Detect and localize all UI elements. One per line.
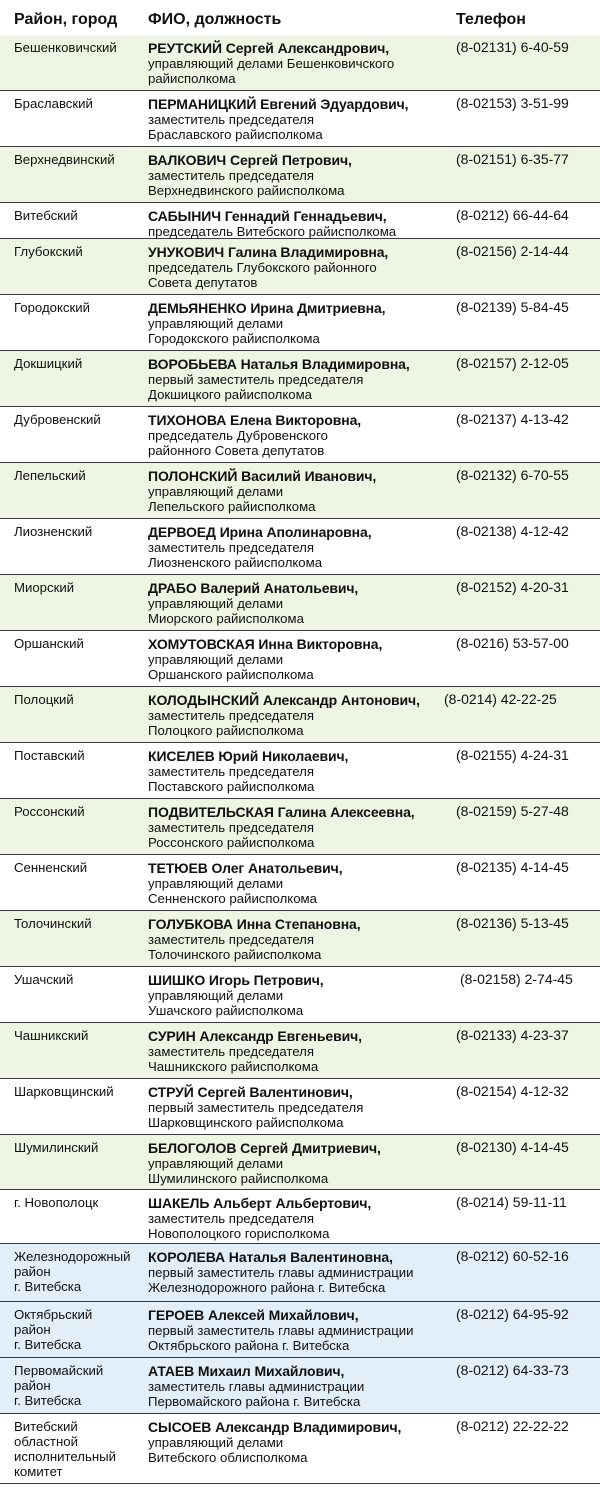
phone-cell: (8-02131) 6-40-59: [456, 39, 569, 55]
person-cell: [148, 1363, 458, 1409]
person-cell: [148, 356, 458, 402]
phone-cell: (8-02132) 6-70-55: [456, 467, 569, 483]
person-cell: [148, 804, 458, 850]
district-cell: Полоцкий: [14, 692, 74, 707]
person-cell: [148, 300, 458, 346]
person-cell: [148, 972, 458, 1018]
person-cell: [148, 1140, 458, 1186]
person-cell: [148, 1084, 458, 1130]
person-title: заместитель председателя Чашникского райисполкома: [148, 1044, 319, 1074]
table-header: [0, 0, 600, 37]
person-name: РЕУТСКИЙ Сергей Александрович,: [148, 40, 390, 56]
table-row: [0, 1135, 600, 1190]
person-cell: [148, 1307, 458, 1353]
person-title: управляющий делами Лепельского райисполкома: [148, 484, 316, 514]
person-name: ДРАБО Валерий Анатольевич,: [148, 580, 359, 596]
table-row: [0, 407, 600, 463]
person-cell: [148, 1249, 458, 1295]
phone-cell: (8-0212) 22-22-22: [456, 1418, 569, 1434]
person-name: УНУКОВИЧ Галина Владимировна,: [148, 244, 389, 260]
person-title: первый заместитель главы администрации Железнодорожного района г. Витебска: [148, 1265, 414, 1295]
table-row: [0, 1079, 600, 1135]
table-row: [0, 687, 600, 743]
table-row: [0, 91, 600, 147]
table-row: [0, 35, 600, 91]
district-cell: Шумилинский: [14, 1140, 99, 1155]
person-name: ШИШКО Игорь Петрович,: [148, 972, 324, 988]
district-cell: Первомайский район г. Витебска: [14, 1363, 104, 1408]
table-row: [0, 203, 600, 239]
person-name: СЫСОЕВ Александр Владимирович,: [148, 1419, 402, 1435]
person-name: ГОЛУБКОВА Инна Степановна,: [148, 916, 361, 932]
person-cell: [148, 468, 458, 514]
district-cell: Сенненский: [14, 860, 88, 875]
person-title: заместитель председателя Полоцкого райисполкома: [148, 708, 315, 738]
person-title: управляющий делами Шумилинского райисполкома: [148, 1156, 329, 1186]
table-row: [0, 1414, 600, 1484]
person-name: ГЕРОЕВ Алексей Михайлович,: [148, 1307, 359, 1323]
person-name: ХОМУТОВСКАЯ Инна Викторовна,: [148, 636, 383, 652]
person-name: ШАКЕЛЬ Альберт Альбертович,: [148, 1195, 372, 1211]
person-cell: [148, 208, 458, 239]
person-cell: [148, 524, 458, 570]
person-name: ПЕРМАНИЦКИЙ Евгений Эдуардович,: [148, 96, 409, 112]
person-name: СУРИН Александр Евгеньевич,: [148, 1028, 362, 1044]
phone-cell: (8-0212) 64-95-92: [456, 1306, 569, 1322]
phone-cell: (8-02130) 4-14-45: [456, 1139, 569, 1155]
person-name: ПОДВИТЕЛЬСКАЯ Галина Алексеевна,: [148, 804, 415, 820]
phone-cell: (8-02158) 2-74-45: [460, 971, 573, 987]
phone-cell: (8-0212) 60-52-16: [456, 1248, 569, 1264]
table-row: [0, 239, 600, 295]
phone-cell: (8-02153) 3-51-99: [456, 95, 569, 111]
phone-cell: (8-0216) 53-57-00: [456, 635, 569, 651]
district-cell: Железнодорожный район г. Витебска: [14, 1249, 131, 1294]
district-cell: Поставский: [14, 748, 85, 763]
person-name: СТРУЙ Сергей Валентинович,: [148, 1084, 353, 1100]
person-cell: [148, 636, 458, 682]
person-name: ДЕМЬЯНЕНКО Ирина Дмитриевна,: [148, 300, 386, 316]
person-title: председатель Витебского райисполкома: [148, 224, 397, 239]
person-title: управляющий делами Сенненского райисполкома: [148, 876, 317, 906]
person-name: КОЛОДЫНСКИЙ Александр Антонович,: [148, 692, 420, 708]
table-row: [0, 967, 600, 1023]
district-cell: Верхнедвинский: [14, 152, 115, 167]
person-title: первый заместитель председателя Докшицкого райисполкома: [148, 372, 364, 402]
table-row: [0, 147, 600, 203]
person-name: КИСЕЛЕВ Юрий Николаевич,: [148, 748, 349, 764]
phone-cell: (8-02152) 4-20-31: [456, 579, 569, 595]
person-title: председатель Дубровенского районного Совета депутатов: [148, 428, 328, 458]
person-title: первый заместитель председателя Шарковщинского райисполкома: [148, 1100, 364, 1130]
table-row: [0, 1190, 600, 1244]
person-cell: [148, 692, 458, 738]
table-row: [0, 911, 600, 967]
person-cell: [148, 40, 458, 86]
district-cell: Бешенковичский: [14, 40, 117, 55]
district-cell: Ушачский: [14, 972, 74, 987]
table-row: [0, 1302, 600, 1358]
person-title: управляющий делами Бешенковичского райисполкома: [148, 56, 395, 86]
table-row: [0, 519, 600, 575]
person-title: управляющий делами Городокского райисполкома: [148, 316, 320, 346]
district-cell: Витебский областной исполнительный комитет: [14, 1419, 116, 1479]
district-cell: Лепельский: [14, 468, 86, 483]
person-cell: [148, 1195, 458, 1241]
phone-cell: (8-02135) 4-14-45: [456, 859, 569, 875]
district-cell: г. Новополоцк: [14, 1195, 99, 1210]
district-cell: Браславский: [14, 96, 93, 111]
table-row: [0, 631, 600, 687]
phone-cell: (8-02138) 4-12-42: [456, 523, 569, 539]
person-title: заместитель председателя Россонского райисполкома: [148, 820, 315, 850]
person-title: председатель Глубокского районного Совета депутатов: [148, 260, 377, 290]
district-cell: Оршанский: [14, 636, 84, 651]
person-title: заместитель председателя Верхнедвинского райисполкома: [148, 168, 345, 198]
person-name: ТИХОНОВА Елена Викторовна,: [148, 412, 362, 428]
person-name: БЕЛОГОЛОВ Сергей Дмитриевич,: [148, 1140, 381, 1156]
person-title: первый заместитель главы администрации Октябрьского района г. Витебска: [148, 1323, 414, 1353]
person-cell: [148, 412, 458, 458]
district-cell: Россонский: [14, 804, 85, 819]
phone-cell: (8-02137) 4-13-42: [456, 411, 569, 427]
phone-cell: (8-02159) 5-27-48: [456, 803, 569, 819]
phone-cell: (8-02154) 4-12-32: [456, 1083, 569, 1099]
district-cell: Чашникский: [14, 1028, 89, 1043]
person-title: заместитель председателя Новополоцкого горисполкома: [148, 1211, 330, 1241]
district-cell: Миорский: [14, 580, 75, 595]
phone-cell: (8-0214) 59-11-11: [456, 1194, 567, 1210]
district-cell: Глубокский: [14, 244, 83, 259]
person-cell: [148, 96, 458, 142]
person-cell: [148, 244, 458, 290]
person-name: САБЫНИЧ Геннадий Геннадьевич,: [148, 208, 387, 224]
person-name: КОРОЛЕВА Наталья Валентиновна,: [148, 1249, 393, 1265]
person-title: заместитель главы администрации Первомайского района г. Витебска: [148, 1379, 365, 1409]
phone-cell: (8-0214) 42-22-25: [444, 691, 557, 707]
phone-cell: (8-0212) 64-33-73: [456, 1362, 569, 1378]
table-row: [0, 1244, 600, 1302]
person-title: управляющий делами Ушачского райисполкома: [148, 988, 304, 1018]
phone-cell: (8-02136) 5-13-45: [456, 915, 569, 931]
person-cell: [148, 152, 458, 198]
district-cell: Докшицкий: [14, 356, 83, 371]
person-name: ДЕРВОЕД Ирина Аполинаровна,: [148, 524, 372, 540]
table-row: [0, 743, 600, 799]
district-cell: Витебский: [14, 208, 78, 223]
person-cell: [148, 916, 458, 962]
district-cell: Октябрьский район г. Витебска: [14, 1307, 93, 1352]
table-row: [0, 351, 600, 407]
phone-cell: (8-02151) 6-35-77: [456, 151, 569, 167]
phone-cell: (8-02133) 4-23-37: [456, 1027, 569, 1043]
person-title: управляющий делами Миорского райисполкома: [148, 596, 304, 626]
district-cell: Дубровенский: [14, 412, 101, 427]
person-cell: [148, 748, 458, 794]
header-person: ФИО, должность: [148, 11, 282, 28]
person-cell: [148, 860, 458, 906]
person-title: управляющий делами Оршанского райисполкома: [148, 652, 314, 682]
phone-cell: (8-02157) 2-12-05: [456, 355, 569, 371]
person-title: заместитель председателя Толочинского райисполкома: [148, 932, 322, 962]
person-title: заместитель председателя Лиозненского райисполкома: [148, 540, 323, 570]
person-title: заместитель председателя Браславского райисполкома: [148, 112, 323, 142]
table-row: [0, 1023, 600, 1079]
phone-cell: (8-0212) 66-44-64: [456, 207, 569, 223]
district-cell: Лиозненский: [14, 524, 93, 539]
header-district: Район, город: [14, 11, 118, 28]
phone-cell: (8-02156) 2-14-44: [456, 243, 569, 259]
person-name: ВОРОБЬЕВА Наталья Владимировна,: [148, 356, 410, 372]
table-row: [0, 575, 600, 631]
person-cell: [148, 580, 458, 626]
person-name: ТЕТЮЕВ Олег Анатольевич,: [148, 860, 343, 876]
person-title: заместитель председателя Поставского райисполкома: [148, 764, 315, 794]
person-name: АТАЕВ Михаил Михайлович,: [148, 1363, 345, 1379]
table-row: [0, 463, 600, 519]
table-row: [0, 855, 600, 911]
header-phone: Телефон: [456, 11, 526, 28]
person-name: ПОЛОНСКИЙ Василий Иванович,: [148, 468, 377, 484]
phone-cell: (8-02139) 5-84-45: [456, 299, 569, 315]
person-cell: [148, 1419, 458, 1465]
person-name: ВАЛКОВИЧ Сергей Петрович,: [148, 152, 352, 168]
person-cell: [148, 1028, 458, 1074]
table-row: [0, 799, 600, 855]
table-row: [0, 1358, 600, 1414]
district-cell: Толочинский: [14, 916, 92, 931]
phone-cell: (8-02155) 4-24-31: [456, 747, 569, 763]
table-row: [0, 295, 600, 351]
person-title: управляющий делами Витебского облисполкома: [148, 1435, 308, 1465]
district-cell: Городокский: [14, 300, 91, 315]
district-cell: Шарковщинский: [14, 1084, 114, 1099]
